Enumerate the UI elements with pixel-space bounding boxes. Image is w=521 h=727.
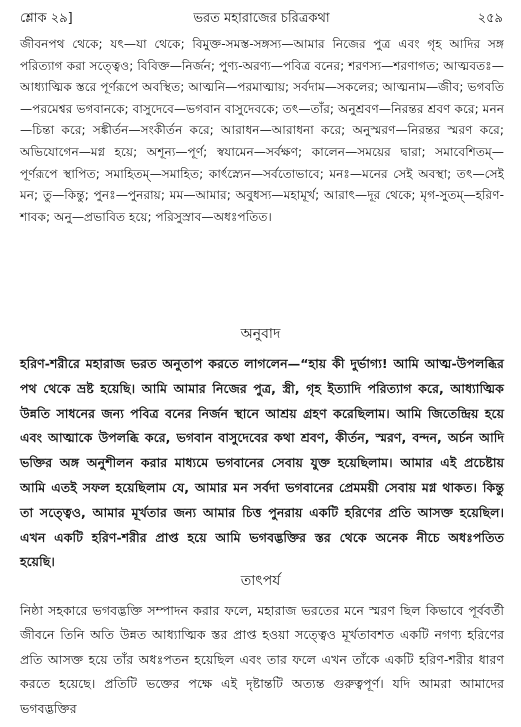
running-title: ভরত মহারাজের চরিত্রকথা: [193, 11, 330, 26]
verse-reference: শ্লোক ২৯]: [20, 11, 73, 26]
purport-text: নিষ্ঠা সহকারে ভগবদ্ভক্তি সম্পাদন করার ফলে, মহারাজ ভরতের মনে স্মরণ ছিল কিভাবে পূর্ববর্তী জীবনে তিনি অতি উন্নত আধ্যাত্মিক স্তর প্রাপ্ত হওয়া সত্ত্বেও মূর্খতাবশত একটি নগণ্য হরিণের প্রতি আসক্ত হয়ে তাঁর অধঃপতন হয়েছিল এবং তার ফলে এখন তাঁকে একটি হরিণ-শরীর ধারণ করতে হয়েছে। প্রতিটি ভক্তের পক্ষে এই দৃষ্টান্তটি অত্যন্ত গুরুত্বপূর্ণ। যদি আমরা আমাদের ভগবদ্ভক্তির: [20, 603, 504, 716]
translation-heading: অনুবাদ: [240, 326, 281, 342]
page-header: [20, 8, 503, 30]
translation-text: হরিণ-শরীরে মহারাজ ভরত অনুতাপ করতে লাগলেন—“হায় কী দুর্ভাগ্য! আমি আত্ম-উপলব্ধির পথ থেকে ভ্রষ্ট হয়েছি। আমি আমার নিজের পুত্র, স্ত্রী, গৃহ ইত্যাদি পরিত্যাগ করে, আধ্যাত্মিক উন্নতি সাধনের জন্য পবিত্র বনের নির্জন স্থানে আশ্রয় গ্রহণ করেছিলাম। আমি জিতেন্দ্রিয় হয়ে এবং আত্মাকে উপলব্ধি করে, ভগবান বাসুদেবের কথা শ্রবণ, কীর্তন, স্মরণ, বন্দন, অর্চন আদি ভক্তির অঙ্গ অনুশীলন করার মাধ্যমে ভগবানের সেবায় যুক্ত হয়েছিলাম। আমার এই প্রচেষ্টায় আমি এতই সফল হয়েছিলাম যে, আমার মন সর্বদা ভগবানের প্রেমময়ী সেবায় মগ্ন থাকত। কিন্তু তা সত্ত্বেও, আমার মূর্খতার জন্য আমার চিত্ত পুনরায় একটি হরিণের প্রতি আসক্ত হয়েছিল। এখন একটি হরিণ-শরীর প্রাপ্ত হয়ে আমি ভগবদ্ভক্তির স্তর থেকে অনেক নীচে অধঃপতিত হয়েছি।: [20, 356, 504, 570]
purport-heading: তাৎপর্য: [240, 573, 281, 589]
page-number: ২৫৯: [477, 11, 503, 26]
word-for-word-synonyms: জীবনপথ থেকে; যৎ—যা থেকে; বিমুক্ত-সমস্ত-সঙ্গস্য—আমার নিজের পুত্র এবং গৃহ আদির সঙ্গ পরিত্যাগ করা সত্ত্বেও; বিবিক্ত—নির্জন; পুণ্য-অরণ্য—পবিত্র বনের; শরণস্য—শরণাগত; আত্মবতঃ—আধ্যাত্মিক স্তরে পূর্ণরূপে অবস্থিত; আত্মনি—পরমাত্মায়; সর্বদাম—সকলের; আত্মনাম—জীব; ভগবতি—পরমেশ্বর ভগবানকে; বাসুদেবে—ভগবান বাসুদেবকে; তৎ—তাঁর; অনুশ্রবণ—নিরন্তর শ্রবণ করে; মনন—চিন্তা করে; সঙ্কীর্তন—সংকীর্তন করে; আরাধন—আরাধনা করে; অনুস্মরণ—নিরন্তর স্মরণ করে; অভিযোগেন—মগ্ন হয়ে; অশূন্য—পূর্ণ; স্বযামেন—সর্বক্ষণ; কালেন—সময়ের দ্বারা; সমাবেশিতম্—পূর্ণরূপে স্থাপিত; সমাহিতম্—সমাহিত; কার্ৎস্ন্যেন—সর্বতোভাবে; মনঃ—মনের সেই অবস্থা; তৎ—সেই মন; তু—কিন্তু; পুনঃ—পুনরায়; মম—আমার; অবুধস্য—মহামূর্খ; আরাৎ—দূর থেকে; মৃগ-সুতম্—হরিণ-শাবক; অনু—প্রভাবিত হয়ে; পরিসুস্রাব—অধঃপতিত।: [20, 37, 504, 224]
